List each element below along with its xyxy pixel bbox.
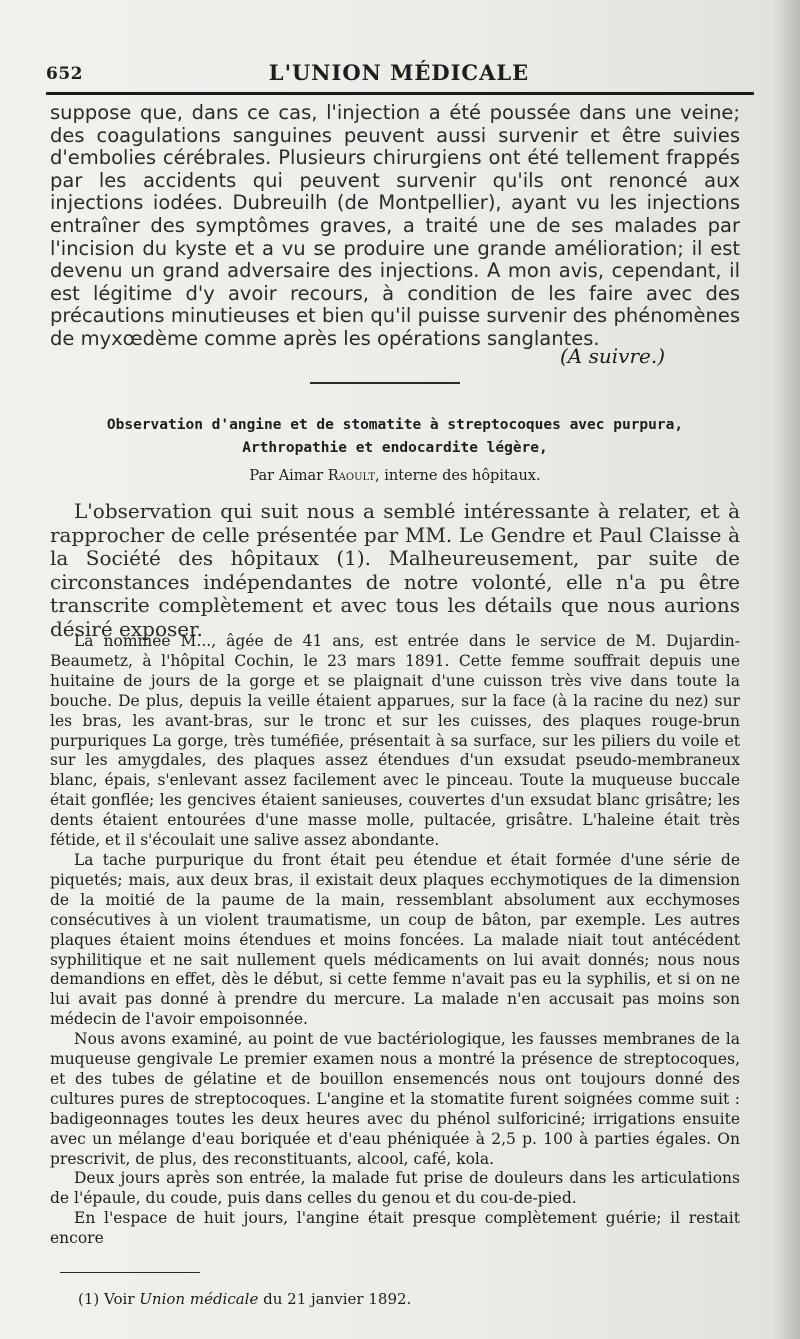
header-rule [46,92,754,95]
page-header [46,58,752,88]
footnote-journal: Union médicale [139,1290,259,1308]
body-paragraph: La nommée M..., âgée de 41 ans, est entrée dans le service de M. Dujardin-Beaumetz, à l'hôpital Cochin, le 23 mars 1891. Cette femme souffrait depuis une huitaine de jours de la gorge et se plaignait d'une cuisson très vive dans toute la bouche. De plus, depuis la veille étaient apparues, sur la face (à la racine du nez) sur les bras, les avant-bras, sur le tronc et sur les cuisses, des plaques rouge-brun purpuriques La gorge, très tuméfiée, présentait à sa surface, sur les piliers du voile et sur les amygdales, des plaques assez étendues d'un exsudat pseudo-membraneux blanc, épais, s'enlevant assez facilement avec le pinceau. Toute la muqueuse buccale était gonflée; les gencives étaient sanieuses, couvertes d'un exsudat blanc grisâtre; les dents étaient entourées d'une masse molle, pultacée, grisâtre. L'haleine était très fétide, et il s'écoulait une salive assez abondante. [50,632,740,850]
page-number: 652 [46,64,83,84]
article-title-line-1: Observation d'angine et de stomatite à streptocoques avec purpura, [106,417,684,433]
body-paragraph: Nous avons examiné, au point de vue bactériologique, les fausses membranes de la muqueuse gengivale Le premier examen nous a montré la présence de streptocoques, et des tubes de gélatine et de bouillon ensemencés nous ont toujours donné des cultures pures de streptocoques. L'angine et la stomatite furent soignées comme suit : badigeonnages toutes les deux heures avec du phénol sulforiciné; irrigations ensuite avec un mélange d'eau boriquée et d'eau phéniquée à 2,5 p. 100 à parties égales. On prescrivit, de plus, des reconstituants, alcool, café, kola. [50,1030,740,1168]
article-title [50,414,740,460]
to-follow-note: (A suivre.) [560,344,665,368]
continuation-section [50,102,740,351]
observation-body [50,632,740,1249]
author-name: Raoult [327,468,376,484]
intro-paragraph: L'observation qui suit nous a semblé intéressante à relater, et à rapprocher de celle présentée par MM. Le Gendre et Paul Claisse à la Société des hôpitaux (1). Malheureusement, par suite de circonstances indépendantes de notre volonté, elle n'a pu être transcrite complètement et avec tous les détails que nous aurions désiré exposer. [50,499,740,641]
footnote [78,1290,411,1308]
section-divider [310,382,460,384]
footnote-prefix: Voir [104,1290,135,1308]
continuation-paragraph: suppose que, dans ce cas, l'injection a été poussée dans une veine; des coagulations sanguines peuvent aussi survenir et être suivies d'embolies cérébrales. Plusieurs chirurgiens ont été tellement frappés par les accidents qui peuvent survenir qu'ils ont renoncé aux injections iodées. Dubreuilh (de Montpellier), ayant vu les injections entraîner des symptômes graves, a traité une de ses malades par l'incision du kyste et a vu se produire une grande amélioration; il est devenu un grand adversaire des injections. A mon avis, cependant, il est légitime d'y avoir recours, à condition de les faire avec des précautions minutieuses et bien qu'il puisse survenir des phénomènes de myxœdème comme après les opérations sanglantes. [50,101,740,350]
page-edge-shadow [774,0,800,1339]
journal-title: L'UNION MÉDICALE [268,60,530,85]
byline-prefix: Par Aimar [249,468,324,484]
byline-suffix: , interne des hôpitaux. [375,468,541,484]
article-title-line-2: Arthropathie et endocardite légère, [242,440,548,456]
footnote-date: du 21 janvier 1892. [263,1290,412,1308]
intro-section [50,500,740,641]
footnote-rule [60,1272,200,1273]
footnote-marker: (1) [78,1290,100,1308]
body-paragraph: Deux jours après son entrée, la malade fut prise de douleurs dans les articulations de l'épaule, du coude, puis dans celles du genou et du cou-de-pied. [50,1169,740,1208]
body-paragraph: La tache purpurique du front était peu étendue et était formée d'une série de piquetés; mais, aux deux bras, il existait deux plaques ecchymotiques de la dimension de la moitié de la paume de la main, ressemblant absolument aux ecchymoses consécutives à un violent traumatisme, un coup de bâton, par exemple. Les autres plaques étaient moins étendues et moins foncées. La malade niait tout antécédent syphilitique et ne sait nullement quels médicaments on lui avait donnés; nous nous demandions en effet, dès le début, si cette femme n'avait pas eu la syphilis, et si on ne lui avait pas donné à prendre du mercure. La malade n'en accusait pas moins son médecin de l'avoir empoisonnée. [50,850,740,1029]
byline [50,468,740,484]
body-paragraph: En l'espace de huit jours, l'angine était presque complètement guérie; il restait encore [50,1209,740,1248]
